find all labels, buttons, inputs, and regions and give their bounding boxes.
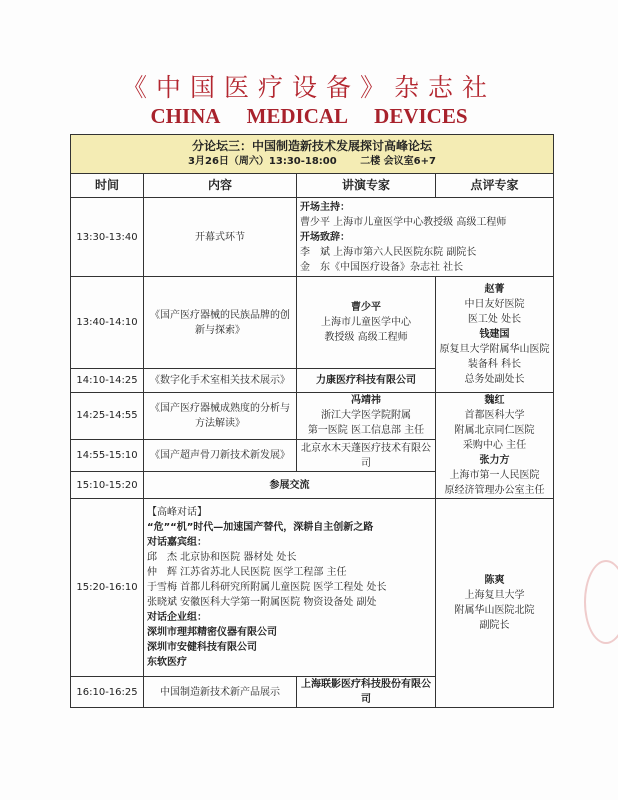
time-cell: 16:10-16:25	[71, 677, 144, 708]
content-cell: 《国产超声骨刀新技术新发展》	[144, 439, 297, 472]
content-cell: 《国产医疗器械的民族品牌的创新与探索》	[144, 277, 297, 369]
col-header: 时间	[71, 174, 144, 198]
time-cell: 14:10-14:25	[71, 369, 144, 393]
col-header: 讲演专家	[297, 174, 436, 198]
reviewer-cell: 陈爽 上海复旦大学 附属华山医院北院 副院长	[436, 499, 554, 708]
content-cell: 中国制造新技术新产品展示	[144, 677, 297, 708]
table-row	[71, 393, 554, 440]
reviewer-cell: 赵菁 中日友好医院 医工处 处长 钱建国 原复旦大学附属华山医院 装备科 科长 总务处副处长	[436, 277, 554, 393]
col-header: 内容	[144, 174, 297, 198]
time-cell: 15:10-15:20	[71, 472, 144, 499]
time-cell: 15:20-16:10	[71, 499, 144, 677]
forum-banner	[71, 135, 554, 174]
speaker-cell: 北京水木天蓬医疗技术有限公司	[297, 439, 436, 472]
time-cell: 13:40-14:10	[71, 277, 144, 369]
table-row	[71, 277, 554, 369]
publisher-title-en: CHINA MEDICAL DEVICES	[150, 104, 468, 128]
forum-title: 分论坛三：中国制造新技术发展探讨高峰论坛	[192, 139, 433, 153]
table-row	[71, 499, 554, 677]
dialogue-cell: 【高峰对话】 “危”“机”时代—加速国产替代，深耕自主创新之路 对话嘉宾组： 邱 杰 北京协和医院 器材处 处长 仲 辉 江苏省苏北人民医院 医学工程部 主任 于雪梅 首都儿科研究所附属儿童医院 医学工程处 处长 张晓斌 安徽医科大学第一附属医院 物资设备处 副处 对话企业组： 深圳市理邦精密仪器有限公司 深圳市安健科技有限公司 东软医疗	[144, 499, 436, 677]
reviewer-cell: 魏红 首都医科大学 附属北京同仁医院 采购中心 主任 张力方 上海市第一人民医院 原经济管理办公室主任	[436, 393, 554, 499]
time-cell: 14:25-14:55	[71, 393, 144, 440]
content-cell: 《数字化手术室相关技术展示》	[144, 369, 297, 393]
speaker-cell: 曹少平 上海市儿童医学中心 教授级 高级工程师	[297, 277, 436, 369]
red-stamp	[584, 560, 618, 644]
speaker-cell: 开场主持： 曹少平 上海市儿童医学中心教授级 高级工程师 开场致辞： 李 斌 上海市第六人民医院东院 副院长 金 东《中国医疗设备》杂志社 社长	[297, 198, 554, 277]
col-header: 点评专家	[436, 174, 554, 198]
publisher-title-cn: 《中国医疗设备》杂志社	[121, 73, 496, 102]
speaker-cell: 力康医疗科技有限公司	[297, 369, 436, 393]
content-cell: 《国产医疗器械成熟度的分析与方法解读》	[144, 393, 297, 440]
speaker-cell: 上海联影医疗科技股份有限公司	[297, 677, 436, 708]
content-cell: 参展交流	[144, 472, 436, 499]
schedule-table	[70, 134, 554, 708]
header-row	[71, 174, 554, 198]
time-cell: 13:30-13:40	[71, 198, 144, 277]
table-row	[71, 198, 554, 277]
forum-info: 3月26日（周六）13:30-18:00 二楼 会议室6+7	[188, 156, 436, 167]
speaker-cell: 冯靖祎 浙江大学医学院附属 第一医院 医工信息部 主任	[297, 393, 436, 440]
time-cell: 14:55-15:10	[71, 439, 144, 472]
content-cell: 开幕式环节	[144, 198, 297, 277]
